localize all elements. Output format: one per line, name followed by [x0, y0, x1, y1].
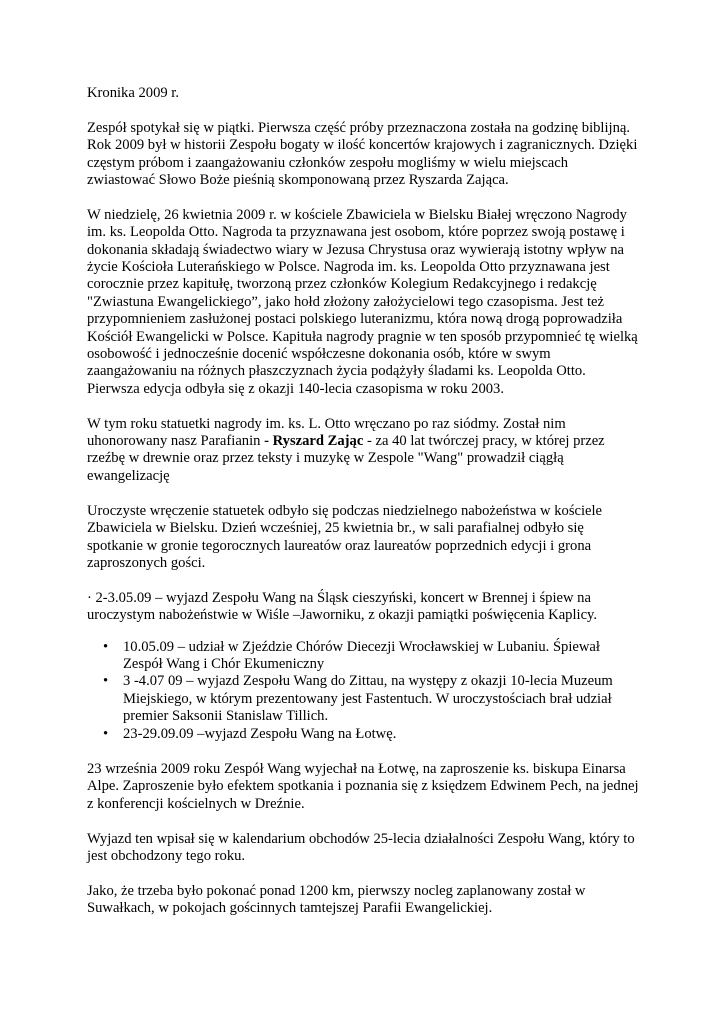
paragraph-ceremony: Uroczyste wręczenie statuetek odbyło się podczas niedzielnego nabożeństwa w kościele Zbawiciela w Bielsku. Dzień wcześniej, 25 kwietnia br., w sali parafialnej odbyło się spotkanie w gronie tegorocznych laureatów oraz laureatów poprzednich edycji i grona zaproszonych gości.	[87, 502, 603, 571]
laureate-text-after: - za 40 lat twórczej pracy, w której przez rzeźbę w drewnie oraz przez teksty i muzykę w Zespole "Wang" prowadził ciągłą ewangelizację	[87, 433, 605, 484]
event-text: 10.05.09 – udział w Zjeździe Chórów Diecezji Wrocławskiej w Lubaniu. Śpiewał Zespół Wang i Chór Ekumeniczny	[123, 638, 600, 672]
paragraph-latvia-trip: 23 września 2009 roku Zespół Wang wyjechał na Łotwę, na zaproszenie ks. biskupa Einarsa Alpe. Zaproszenie było efektem spotkania i poznania się z księdzem Edwinem Pech, na jednej z konferencji kościelnych w Dreźnie.	[87, 760, 639, 812]
paragraph-silesia-trip: · 2-3.05.09 – wyjazd Zespołu Wang na Śląsk cieszyński, koncert w Brennej i śpiew na uroczystym nabożeństwie w Wiśle –Jaworniku, z okazji pamiątki poświęcenia Kaplicy.	[87, 589, 598, 624]
bullet-icon: •	[103, 725, 109, 742]
paragraph-otto-award: W niedzielę, 26 kwietnia 2009 r. w kościele Zbawiciela w Bielsku Białej wręczono Nagrody im. ks. Leopolda Otto. Nagroda ta przyznawana jest osobom, które poprzez swoją postawę i dokonania składają świadectwo wiary w Jezusa Chrystusa oraz wywierają istotny wpływ na życie Kościoła Luterańskiego w Polsce. Nagroda im. ks. Leopolda Otto przyznawana jest corocznie przez kapitułę, tworzoną przez członków Kolegium Redakcyjnego i redakcję "Zwiastuna Ewangelickiego”, jako hołd złożony założycielowi tego czasopisma. Jest też przypomnieniem zasłużonej postaci polskiego luteranizmu, która nową drogą poprowadziła Kościół Ewangelicki w Polsce. Kapituła nagrody pragnie w ten sposób przypomnieć tę wielką osobowość i jednocześnie docenić współczesne dokonania osób, które w swym zaangażowaniu na różnych płaszczyznach życia podążyły śladami ks. Leopolda Otto. Pierwsza edycja odbyła się z okazji 140-lecia czasopisma w roku 2003.	[87, 206, 638, 397]
events-list	[87, 639, 647, 743]
event-text: 3 -4.07 09 – wyjazd Zespołu Wang do Zittau, na występy z okazji 10-lecia Muzeum Miejskiego, w którym prezentowany jest Fastentuch. W uroczystościach brał udział premier Saksonii Stanislaw Tillich.	[123, 673, 613, 725]
laureate-name: - Ryszard Zając	[264, 433, 364, 450]
list-item	[103, 725, 647, 743]
event-text: 23-29.09.09 –wyjazd Zespołu Wang na Łotwę.	[123, 725, 397, 742]
paragraph-laureate	[87, 416, 647, 486]
paragraph-anniversary: Wyjazd ten wpisał się w kalendarium obchodów 25-lecia działalności Zespołu Wang, który to jest obchodzony tego roku.	[87, 830, 635, 864]
document-page	[87, 85, 647, 918]
document-title: Kronika 2009 r.	[87, 85, 180, 101]
laureate-text-before: W tym roku statuetki nagrody im. ks. L. Otto wręczano po raz siódmy. Został nim uhonorowany nasz Parafianin	[87, 415, 566, 450]
bullet-icon: •	[103, 638, 109, 655]
bullet-icon: •	[103, 673, 109, 690]
list-item	[103, 673, 647, 725]
list-item	[103, 638, 647, 674]
paragraph-overnight: Jako, że trzeba było pokonać ponad 1200 km, pierwszy nocleg zaplanowany został w Suwałkach, w pokojach gościnnych tamtejszej Parafii Ewangelickiej.	[87, 882, 586, 917]
paragraph-rehearsals: Zespół spotykał się w piątki. Pierwsza część próby przeznaczona została na godzinę biblijną. Rok 2009 był w historii Zespołu bogaty w ilość koncertów krajowych i zagranicznych. Dzięki częstym próbom i zaangażowaniu członków zespołu mogliśmy w wielu miejscach zwiastować Słowo Boże pieśnią skomponowaną przez Ryszarda Zająca.	[87, 119, 638, 189]
